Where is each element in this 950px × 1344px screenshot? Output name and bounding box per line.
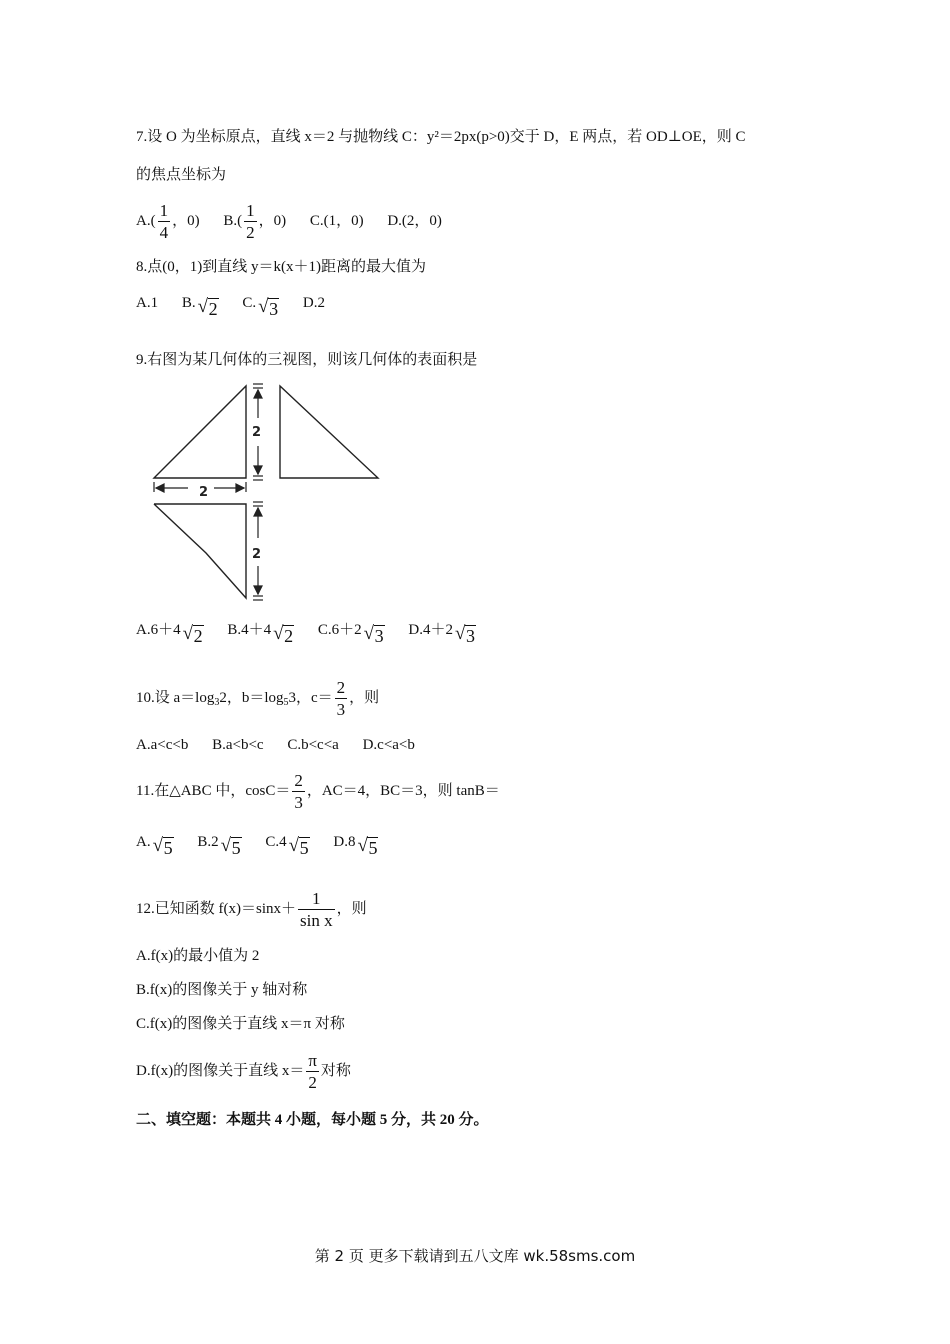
q7-stem-line1: 7.设 O 为坐标原点，直线 x＝2 与抛物线 C：y²＝2px(p>0)交于 D，E 两点，若 OD⊥OE，则 C: [136, 129, 746, 145]
q10-option-a: A.a<c<b: [136, 737, 189, 753]
q10-options: [136, 735, 435, 755]
q11-option-b: B.2 √ 5: [197, 834, 241, 858]
q7-option-d: D.(2，0): [387, 212, 442, 229]
sqrt: √ 5: [220, 835, 241, 858]
q9-stem: 9.右图为某几何体的三视图，则该几何体的表面积是: [136, 352, 478, 368]
front-width-label: 2: [199, 485, 209, 500]
fraction: $\frac{2}{3}$: [294, 771, 303, 813]
q9-option-b: B.4＋4 √ 2: [227, 622, 294, 646]
q8-option-d: D.2: [302, 295, 325, 311]
q9-option-a: A.6＋4 √ 2: [136, 622, 203, 646]
sqrt: √ 2: [197, 296, 218, 319]
q8-options: [136, 293, 345, 319]
sqrt: √ 5: [288, 835, 309, 858]
q10-option-d: D.c<a<b: [362, 737, 415, 753]
top-view-shape: [154, 504, 246, 598]
q8-option-a: A.1: [136, 295, 159, 311]
sqrt: √ 2: [182, 623, 203, 646]
q11-option-d: D.8 √ 5: [333, 834, 378, 858]
sqrt: √ 2: [273, 623, 294, 646]
q9-option-d: D.4＋2 √ 3: [408, 622, 475, 646]
q7-option-c: C.(1，0): [309, 212, 364, 229]
front-view-triangle: [154, 386, 246, 478]
q9-options: [136, 620, 496, 646]
q10-option-c: C.b<c<a: [287, 737, 339, 753]
page-footer[interactable]: 第 2 页 更多下载请到五八文库 wk.58sms.com: [314, 1247, 636, 1265]
fraction: $\frac{1}{4}$: [159, 201, 169, 242]
q12-option-a: A.f(x)的最小值为 2: [136, 948, 260, 964]
q10-option-b: B.a<b<c: [212, 737, 264, 753]
q12-option-b: B.f(x)的图像关于 y 轴对称: [136, 982, 308, 998]
q10-stem: 10.设 $a=\log_32$，$b=\log_53$，c＝ $\frac{2}{3}$ ，则: [136, 678, 380, 720]
q8-stem: 8.点(0，1)到直线 y＝k(x＋1)距离的最大值为: [136, 259, 426, 275]
top-height-label: 2: [252, 547, 262, 562]
sqrt: √ 3: [363, 623, 384, 646]
q12-option-c: C.f(x)的图像关于直线 x＝π 对称: [136, 1016, 345, 1032]
q11-options: [136, 832, 398, 858]
front-height-label: 2: [252, 425, 262, 440]
sqrt: √ 3: [258, 296, 279, 319]
q7-options: [136, 200, 462, 243]
sqrt: √ 5: [357, 835, 378, 858]
section-heading: 二、填空题：本题共 4 小题，每小题 5 分，共 20 分。: [136, 1112, 489, 1128]
fraction: $\frac{2}{3}$: [336, 678, 346, 720]
q9-option-c: C.6＋2 √ 3: [317, 622, 384, 646]
q7-option-a: A.( $\frac{1}{4}$ ，0): [136, 201, 200, 242]
q11-option-c: C.4 √ 5: [265, 834, 309, 858]
three-view-diagram: [140, 378, 400, 608]
q8-option-b: B. √ 2: [181, 295, 218, 319]
sqrt: √ 3: [454, 623, 475, 646]
q8-option-c: C. √ 3: [242, 295, 279, 319]
q12-option-d: D.f(x)的图像关于直线 x＝ $\frac{\pi}{2}$ 对称: [136, 1051, 351, 1093]
fraction: $\frac{1}{2}$: [246, 201, 255, 242]
q7-option-b: B.( $\frac{1}{2}$ ，0): [223, 201, 287, 242]
q12-stem: 12.已知函数 f(x)＝sinx＋ $\frac{1}{\text{sin x}}$ ，则: [136, 889, 367, 931]
fraction: $\frac{\pi}{2}$: [308, 1051, 317, 1093]
fraction: $\frac{1}{\text{sin x}}$: [300, 889, 333, 931]
side-view-triangle: [280, 386, 378, 478]
q11-stem: 11.在△ABC 中，cosC＝ $\frac{2}{3}$ ，AC＝4，BC＝3，则 tanB＝: [136, 771, 500, 813]
sqrt: √ 5: [152, 835, 173, 858]
q11-option-a: A. √ 5: [136, 834, 173, 858]
q7-stem-line2: 的焦点坐标为: [136, 167, 227, 183]
